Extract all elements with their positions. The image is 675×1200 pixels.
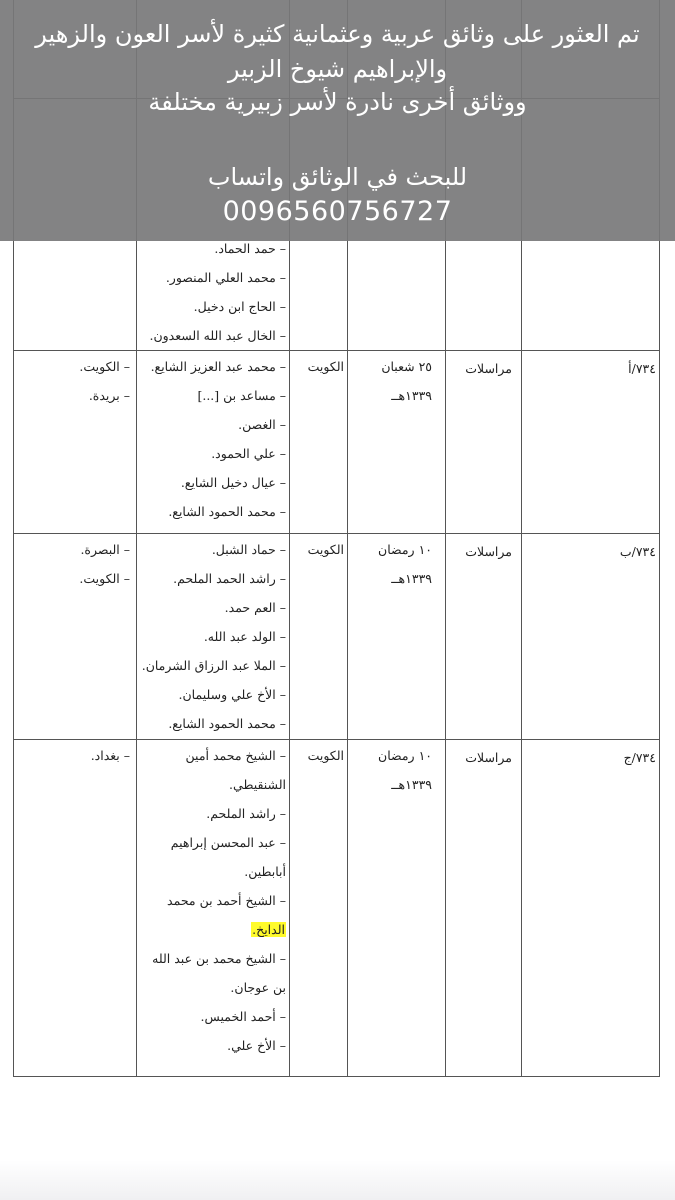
doc-date bbox=[378, 741, 432, 799]
list-item bbox=[152, 915, 286, 944]
cities-cell bbox=[79, 535, 130, 593]
list-item: أبابطين. bbox=[244, 864, 286, 879]
list-item: – الكويت. bbox=[79, 571, 130, 586]
list-item: – علي الحمود. bbox=[211, 446, 286, 461]
date-year: ١٣٣٩هــ bbox=[391, 571, 432, 586]
doc-number: ٧٣٤/ج bbox=[623, 750, 656, 765]
cities-cell bbox=[79, 352, 130, 410]
table-bottom-border bbox=[13, 1076, 660, 1077]
overlay-line-4: للبحث في الوثائق واتساب bbox=[207, 163, 468, 191]
doc-place: الكويت bbox=[307, 359, 344, 374]
list-item: – أحمد الخميس. bbox=[200, 1009, 286, 1024]
list-item: – عبد المحسن إبراهيم bbox=[170, 835, 286, 850]
list-item: – الغصن. bbox=[238, 417, 286, 432]
list-item: – الأخ علي وسليمان. bbox=[178, 687, 286, 702]
table-row-divider bbox=[13, 533, 660, 534]
doc-date bbox=[378, 535, 432, 593]
date-day: ١٠ رمضان bbox=[378, 542, 432, 557]
doc-number: ٧٣٤/أ bbox=[628, 361, 656, 376]
highlighted-name: الدايخ. bbox=[252, 922, 285, 937]
list-item: – راشد الملحم. bbox=[206, 806, 286, 821]
top-names-cell bbox=[149, 234, 286, 350]
overlay-line-1: تم العثور على وثائق عربية وعثمانية كثيرة لأسر العون والزهير bbox=[35, 20, 640, 48]
list-item: – محمد العلي المنصور. bbox=[165, 270, 286, 285]
list-item: – راشد الحمد الملحم. bbox=[173, 571, 286, 586]
list-item: – الحاج ابن دخيل. bbox=[193, 299, 286, 314]
overlay-line-3: ووثائق أخرى نادرة لأسر زبيرية مختلفة bbox=[148, 88, 527, 116]
names-cell bbox=[151, 352, 286, 526]
list-item: – الشيخ أحمد بن محمد bbox=[167, 893, 286, 908]
list-item: – عيال دخيل الشايع. bbox=[180, 475, 286, 490]
whatsapp-number[interactable]: 0096560756727 bbox=[222, 196, 453, 227]
list-item: – حماد الشبل. bbox=[211, 542, 286, 557]
list-item: – البصرة. bbox=[80, 542, 130, 557]
list-item: – الخال عبد الله السعدون. bbox=[149, 328, 286, 343]
list-item: – العم حمد. bbox=[224, 600, 286, 615]
list-item: – الولد عبد الله. bbox=[203, 629, 286, 644]
overlay-banner bbox=[0, 0, 675, 241]
date-year: ١٣٣٩هــ bbox=[391, 777, 432, 792]
cities-cell bbox=[91, 741, 130, 770]
table-row-divider bbox=[13, 350, 660, 351]
list-item: – بغداد. bbox=[90, 748, 130, 763]
list-item: – الشيخ محمد أمين bbox=[185, 748, 286, 763]
list-item: – الأخ علي. bbox=[227, 1038, 286, 1053]
doc-place: الكويت bbox=[307, 748, 344, 763]
doc-date bbox=[381, 352, 432, 410]
names-cell bbox=[142, 535, 286, 738]
list-item: – الشيخ محمد بن عبد الله bbox=[152, 951, 286, 966]
doc-type: مراسلات bbox=[465, 361, 512, 376]
list-item: – حمد الحماد. bbox=[214, 241, 286, 256]
doc-place: الكويت bbox=[307, 542, 344, 557]
list-item: – الملا عبد الرزاق الشرمان. bbox=[141, 658, 286, 673]
table-row-divider bbox=[13, 739, 660, 740]
names-cell bbox=[152, 741, 286, 1060]
doc-type: مراسلات bbox=[465, 750, 512, 765]
list-item: – بريدة. bbox=[88, 388, 130, 403]
date-year: ١٣٣٩هــ bbox=[391, 388, 432, 403]
list-item: – محمد الحمود الشايع. bbox=[168, 716, 286, 731]
overlay-line-2: والإبراهيم شيوخ الزبير bbox=[227, 55, 448, 83]
date-day: ٢٥ شعبان bbox=[381, 359, 432, 374]
list-item: بن عوجان. bbox=[230, 980, 286, 995]
doc-type: مراسلات bbox=[465, 544, 512, 559]
list-item: – محمد الحمود الشايع. bbox=[168, 504, 286, 519]
list-item: – الكويت. bbox=[79, 359, 130, 374]
list-item: الشنقيطي. bbox=[229, 777, 286, 792]
doc-number: ٧٣٤/ب bbox=[619, 544, 656, 559]
page-bottom-shadow bbox=[0, 1160, 675, 1200]
date-day: ١٠ رمضان bbox=[378, 748, 432, 763]
list-item: – محمد عبد العزيز الشايع. bbox=[150, 359, 286, 374]
list-item: – مساعد بن [...] bbox=[197, 388, 286, 403]
